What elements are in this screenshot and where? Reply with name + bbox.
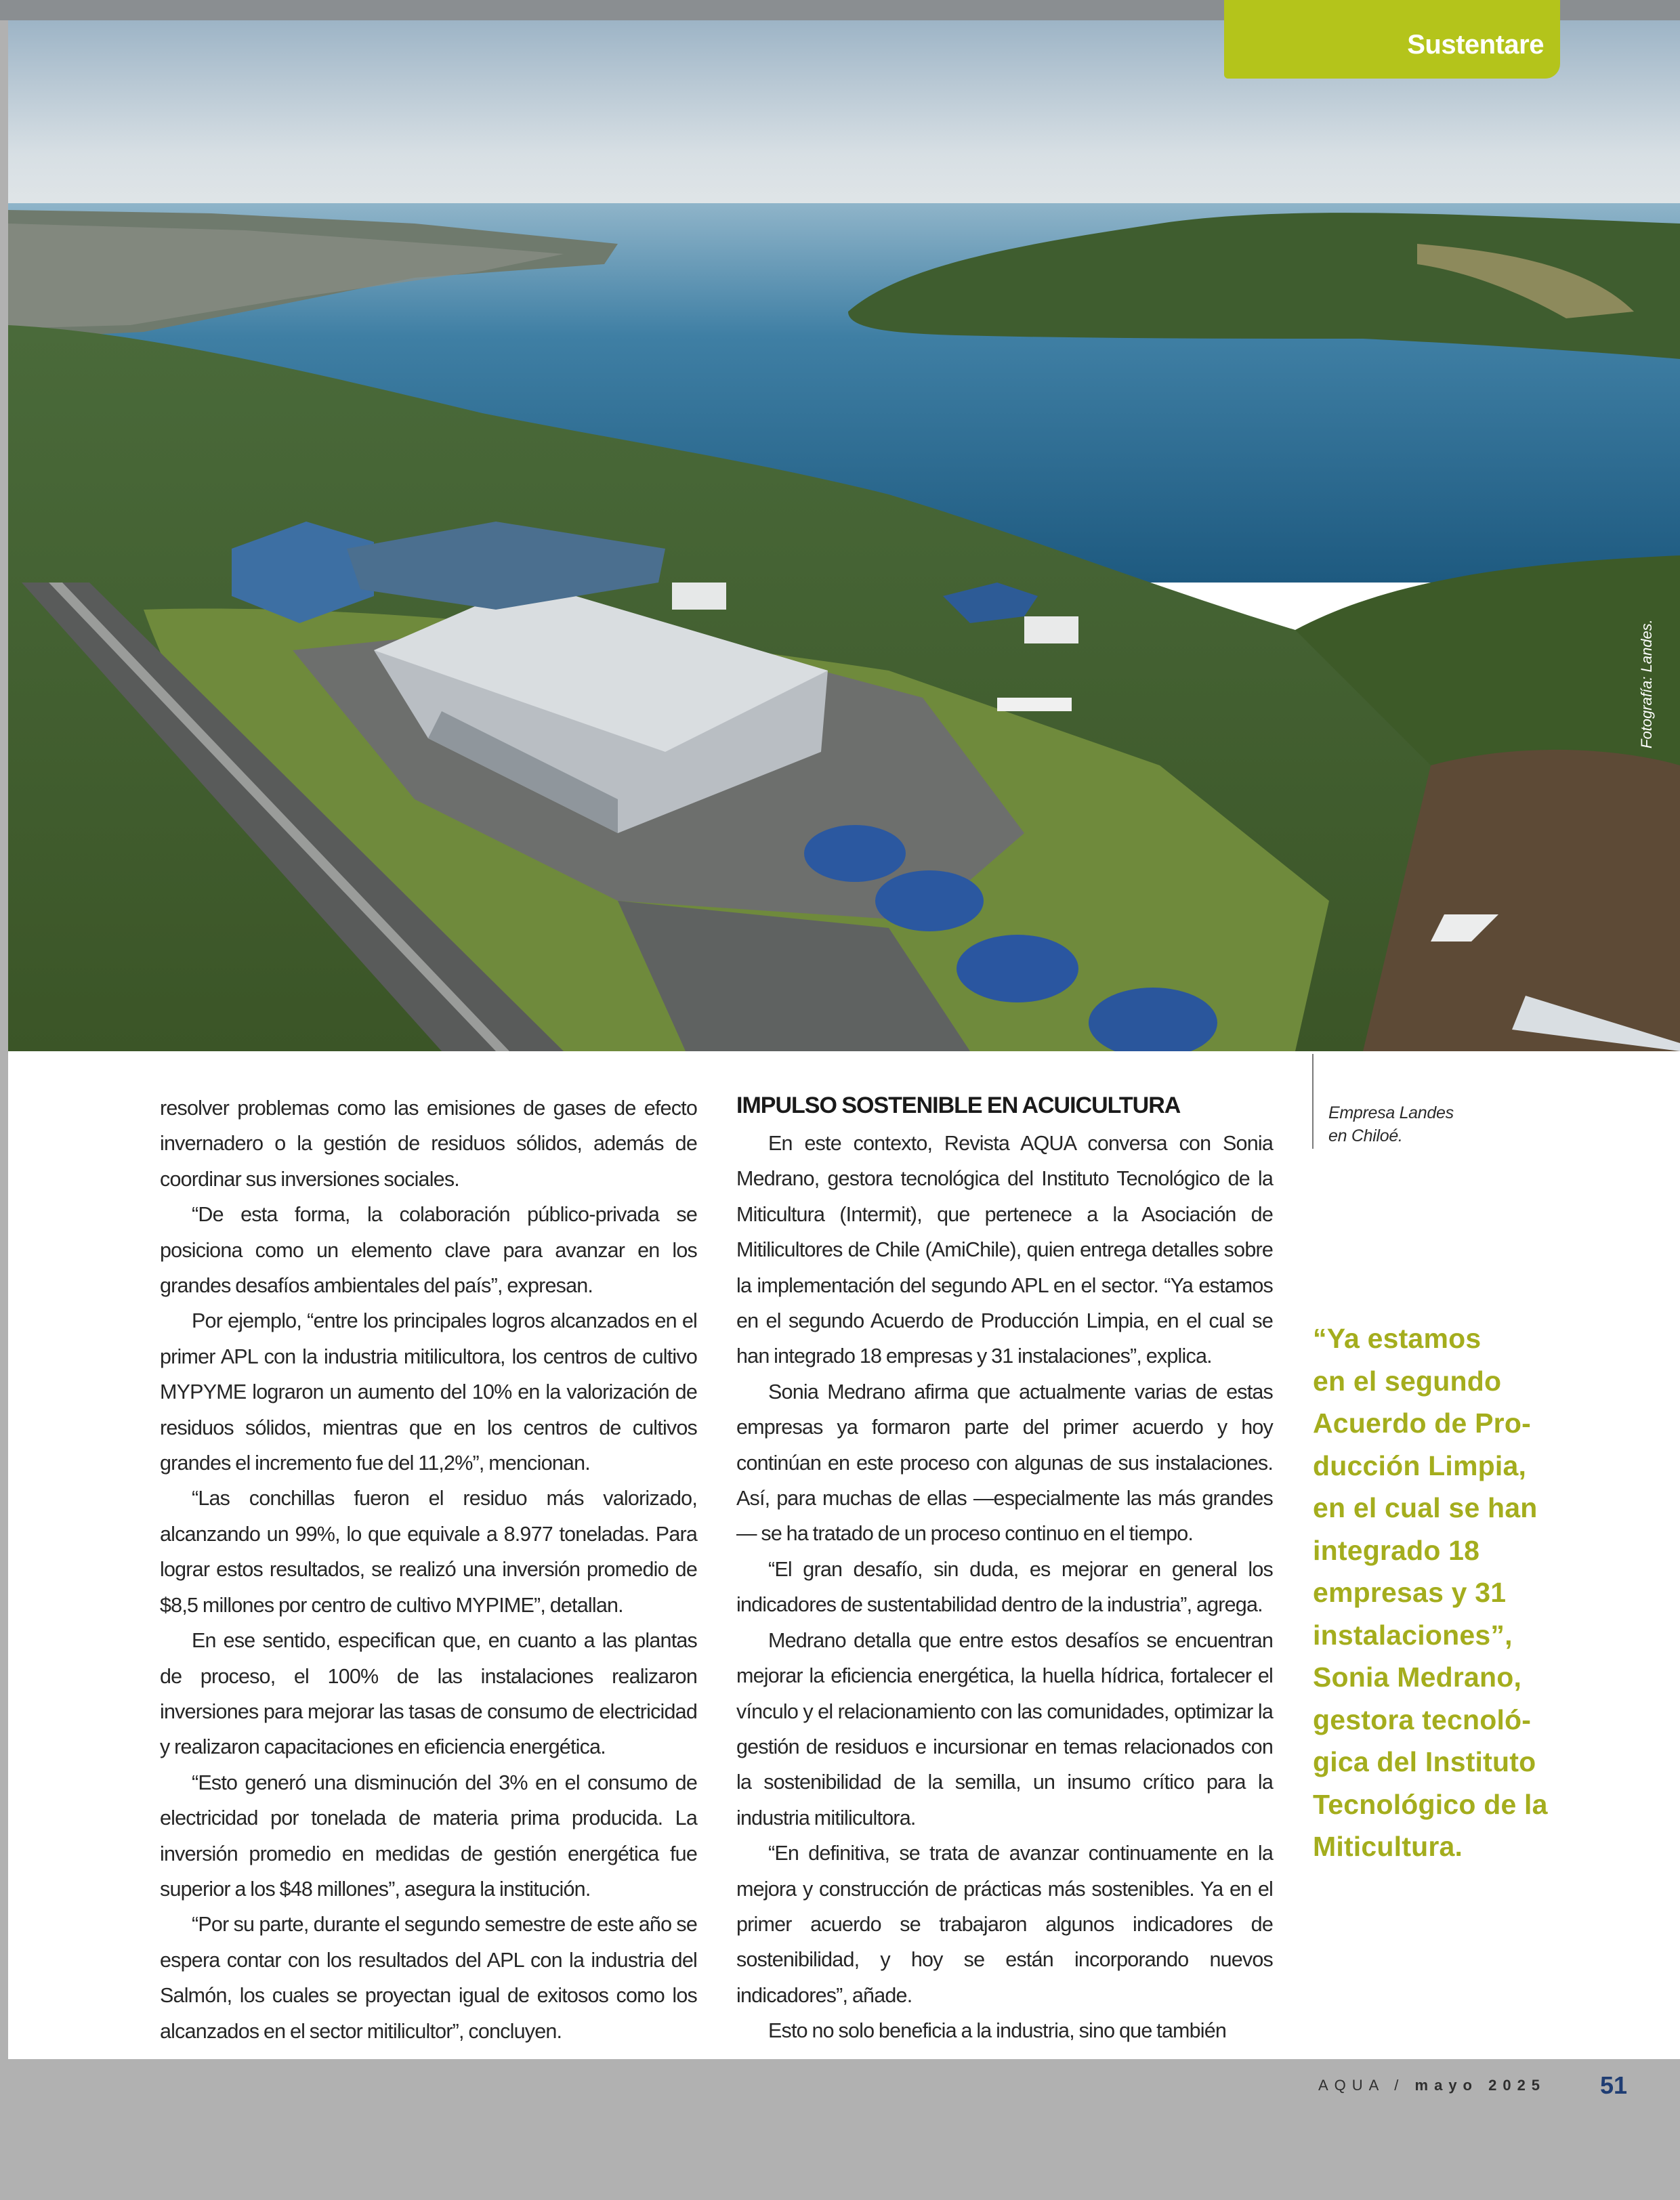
magazine-name: AQUA [1318, 2077, 1385, 2094]
paragraph: “De esta forma, la colaboración público-privada se posiciona como un elemento clave para avanzar en los grandes desafíos ambientales del país”, expresan. [160, 1203, 697, 1298]
paragraph: “Las conchillas fueron el residuo más valorizado, alcanzando un 99%, lo que equivale a 8.977 toneladas. Para lograr estos resultados, se realizó una inversión promedio de $8,5 millones por centro de cultivo MYPIME”, detallan. [160, 1487, 697, 1617]
section-tab-label: Sustentare [1407, 30, 1544, 60]
pull-quote-line: en el cual se han [1313, 1492, 1538, 1523]
footer-separator: / [1394, 2077, 1405, 2094]
section-tab [1224, 0, 1560, 79]
pull-quote-line: Miticultura. [1313, 1831, 1463, 1862]
pull-quote-line: Sonia Medrano, [1313, 1662, 1522, 1693]
section-heading: IMPULSO SOSTENIBLE EN ACUICULTURA [736, 1093, 1181, 1118]
caption-rule [1312, 1054, 1314, 1149]
paragraph: “El gran desafío, sin duda, es mejorar en general los indicadores de sustentabilidad dentro de la industria”, agrega. [736, 1557, 1273, 1617]
pull-quote-line: Tecnológico de la [1313, 1788, 1548, 1820]
footer-magazine [1318, 2077, 1546, 2094]
pull-quote-line: gica del Instituto [1313, 1746, 1536, 1777]
page-number: 51 [1600, 2071, 1628, 2099]
pull-quote [1313, 1317, 1584, 1868]
pull-quote-line: integrado 18 [1313, 1534, 1480, 1566]
paragraph: “En definitiva, se trata de avanzar continuamente en la mejora y construcción de prácticas más sostenibles. Ya en el primer acuerdo se trabajaron algunos indicadores de sostenibilidad, y hoy se están incorporando nuevos indicadores”, añade. [736, 1842, 1273, 2007]
pull-quote-line: empresas y 31 [1313, 1577, 1507, 1608]
pull-quote-line: “Ya estamos [1313, 1323, 1482, 1354]
caption-line: Empresa Landes [1328, 1103, 1454, 1122]
pull-quote-line: Acuerdo de Pro- [1313, 1408, 1531, 1439]
article-column-2 [736, 1091, 1273, 2049]
pull-quote-line: ducción Limpia, [1313, 1450, 1527, 1481]
pull-quote-line: gestora tecnoló- [1313, 1704, 1532, 1735]
paragraph: En ese sentido, especifican que, en cuanto a las plantas de proceso, el 100% de las instalaciones realizaron inversiones para mejorar las tasas de consumo de electricidad y realizaron capacitaciones en eficiencia energética. [160, 1629, 697, 1759]
paragraph: Esto no solo beneficia a la industria, sino que también [768, 2019, 1227, 2043]
pull-quote-line: instalaciones”, [1313, 1619, 1513, 1651]
pull-quote-line: en el segundo [1313, 1365, 1502, 1397]
paragraph: Medrano detalla que entre estos desafíos se encuentran mejorar la eficiencia energética, la huella hídrica, fortalecer el vínculo y el relacionamiento con las comunidades, optimizar la gestión de residuos e incursionar en temas relacionados con la sostenibilidad de la semilla, un insumo crítico para la industria mitilicultora. [736, 1628, 1273, 1829]
issue-date: mayo 2025 [1414, 2077, 1547, 2094]
paragraph: Por ejemplo, “entre los principales logros alcanzados en el primer APL con la industria mitilicultora, los centros de cultivo MYPYME lograron un aumento del 10% en la valorización de residuos sólidos, mientras que en los centros de cultivos grandes el incremento fue del 11,2%”, mencionan. [160, 1309, 697, 1475]
caption-line: en Chiloé. [1328, 1126, 1403, 1145]
paragraph: “Por su parte, durante el segundo semestre de este año se espera contar con los resultados del APL con la industria del Salmón, los cuales se proyectan igual de exitosos como los alcanzados en el sector mitilicultor”, concluyen. [160, 1913, 697, 2043]
article-column-1 [160, 1091, 697, 2049]
paragraph: Sonia Medrano afirma que actualmente varias de estas empresas ya formaron parte del primer acuerdo y hoy continúan en este proceso con algunas de sus instalaciones. Así, para muchas de ellas —especialmente las más grandes— se ha tratado de un proceso continuo en el tiempo. [736, 1380, 1273, 1546]
photo-credit: Fotografía: Landes. [1638, 619, 1655, 748]
aerial-photo [8, 20, 1680, 1051]
paragraph: En este contexto, Revista AQUA conversa con Sonia Medrano, gestora tecnológica del Instituto Tecnológico de la Miticultura (Intermit), que pertenece a la Asociación de Mitilicultores de Chile (AmiChile), quien entrega detalles sobre la implementación del segundo APL en el sector. “Ya estamos en el segundo Acuerdo de Producción Limpia, en el cual se han integrado 18 empresas y 31 instalaciones”, explica. [736, 1132, 1273, 1368]
paragraph: resolver problemas como las emisiones de gases de efecto invernadero o la gestión de residuos sólidos, además de coordinar sus inversiones sociales. [160, 1097, 697, 1191]
photo-caption [1328, 1101, 1454, 1147]
paragraph: “Esto generó una disminución del 3% en el consumo de electricidad por tonelada de materia prima producida. La inversión promedio en medidas de gestión energética fue superior a los $48 millones”, asegura la institución. [160, 1771, 697, 1901]
